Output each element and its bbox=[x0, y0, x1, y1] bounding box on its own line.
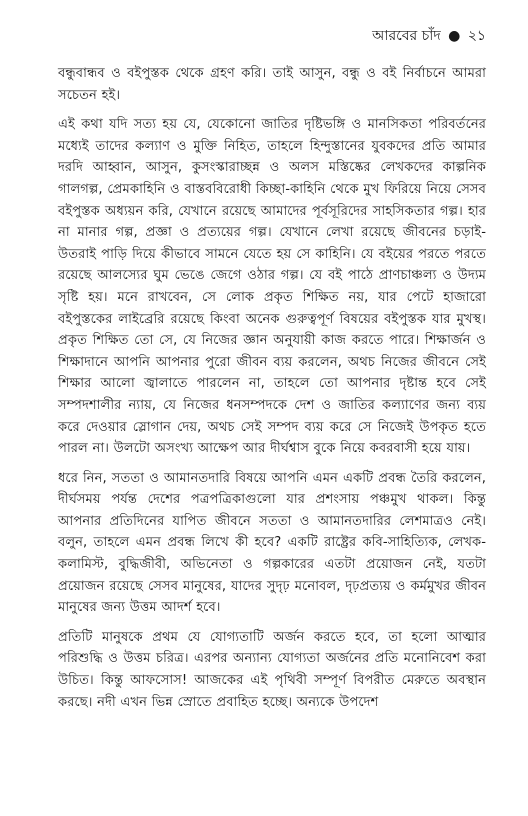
page-number: ২১ bbox=[467, 28, 486, 44]
running-header-separator: ● bbox=[448, 28, 461, 44]
running-header bbox=[372, 27, 486, 45]
paragraph-2: এই কথা যদি সত্য হয় যে, যেকোনো জাতির দৃষ্টিভঙ্গি ও মানসিকতা পরিবর্তনের মধ্যেই তাদের কল্যাণ ও মুক্তি নিহিত, তাহলে হিন্দুস্তানের যুবকদের প্রতি আমার দরদি আহ্বান, আসুন, কুসংস্কারাচ্ছন্ন ও অলস মস্তিষ্কের লেখকদের কাল্পনিক গালগল্প, প্রেমকাহিনি ও বাস্তববিরোধী কিচ্ছা-কাহিনি থেকে মুখ ফিরিয়ে নিয়ে সেসব বইপুস্তক অধ্যয়ন করি, যেখানে রয়েছে আমাদের পূর্বসূরিদের সাহসিকতার গল্প। হার না মানার গল্প, প্রজ্ঞা ও প্রত্যয়ের গল্প। যেখানে লেখা রয়েছে জীবনের চড়াই-উতরাই পাড়ি দিয়ে কীভাবে সামনে যেতে হয় সে কাহিনি। যে বইয়ের পরতে পরতে রয়েছে আলস্যের ঘুম ভেঙে জেগে ওঠার গল্প। যে বই পাঠে প্রাণচাঞ্চল্য ও উদ্যম সৃষ্টি হয়। মনে রাখবেন, সে লোক প্রকৃত শিক্ষিত নয়, যার পেটে হাজারো বইপুস্তকের লাইব্রেরি রয়েছে কিংবা অনেক গুরুত্বপূর্ণ বিষয়ের বইপুস্তক যার মুখস্থ। প্রকৃত শিক্ষিত তো সে, যে নিজের জ্ঞান অনুযায়ী কাজ করতে পারে। শিক্ষার্জন ও শিক্ষাদানে আপনি আপনার পুরো জীবন ব্যয় করলেন, অথচ নিজের জীবনে সেই শিক্ষার আলো জ্বালাতে পারলেন না, তাহলে তো আপনার দৃষ্টান্ত হবে সেই সম্পদশালীর ন্যায়, যে নিজের ধনসম্পদকে দেশ ও জাতির কল্যাণের জন্য ব্যয় করে দেওয়ার স্লোগান দেয়, অথচ সেই সম্পদ ব্যয় করে সে নিজেই উপকৃত হতে পারল না। উলটো অসংখ্য আক্ষেপ আর দীর্ঘশ্বাস বুকে নিয়ে কবরবাসী হয়ে যায়। bbox=[58, 117, 486, 457]
paragraph-3: ধরে নিন, সততা ও আমানতদারি বিষয়ে আপনি এমন একটি প্রবন্ধ তৈরি করলেন, দীর্ঘসময় পর্যন্ত দেশের পত্রপত্রিকাগুলো যার প্রশংসায় পঞ্চমুখ থাকল। কিন্তু আপনার প্রতিদিনের যাপিত জীবনে সততা ও আমানতদারির লেশমাত্রও নেই। বলুন, তাহলে এমন প্রবন্ধ লিখে কী হবে? একটি রাষ্ট্রের কবি-সাহিত্যিক, লেখক-কলামিস্ট, বুদ্ধিজীবী, অভিনেতা ও গল্পকারের এতটা প্রয়োজন নেই, যতটা প্রয়োজন রয়েছে সেসব মানুষের, যাদের সুদৃঢ় মনোবল, দৃঢ়প্রত্যয় ও কর্মমুখর জীবন মানুষের জন্য উত্তম আদর্শ হবে। bbox=[58, 470, 486, 616]
paragraph-4: প্রতিটি মানুষকে প্রথম যে যোগ্যতাটি অর্জন করতে হবে, তা হলো আত্মার পরিশুদ্ধি ও উত্তম চরিত্র। এরপর অন্যান্য যোগ্যতা অর্জনের প্রতি মনোনিবেশ করা উচিত। কিন্তু আফসোস! আজকের এই পৃথিবী সম্পূর্ণ বিপরীত মেরুতে অবস্থান করছে। নদী এখন ভিন্ন স্রোতে প্রবাহিত হচ্ছে। অন্যকে উপদেশ bbox=[58, 629, 486, 710]
body-text bbox=[58, 63, 486, 721]
running-header-title: আরবের চাঁদ bbox=[372, 28, 441, 44]
paragraph-1: বন্ধুবান্ধব ও বইপুস্তক থেকে গ্রহণ করি। তাই আসুন, বন্ধু ও বই নির্বাচনে আমরা সচেতন হই। bbox=[58, 66, 486, 103]
